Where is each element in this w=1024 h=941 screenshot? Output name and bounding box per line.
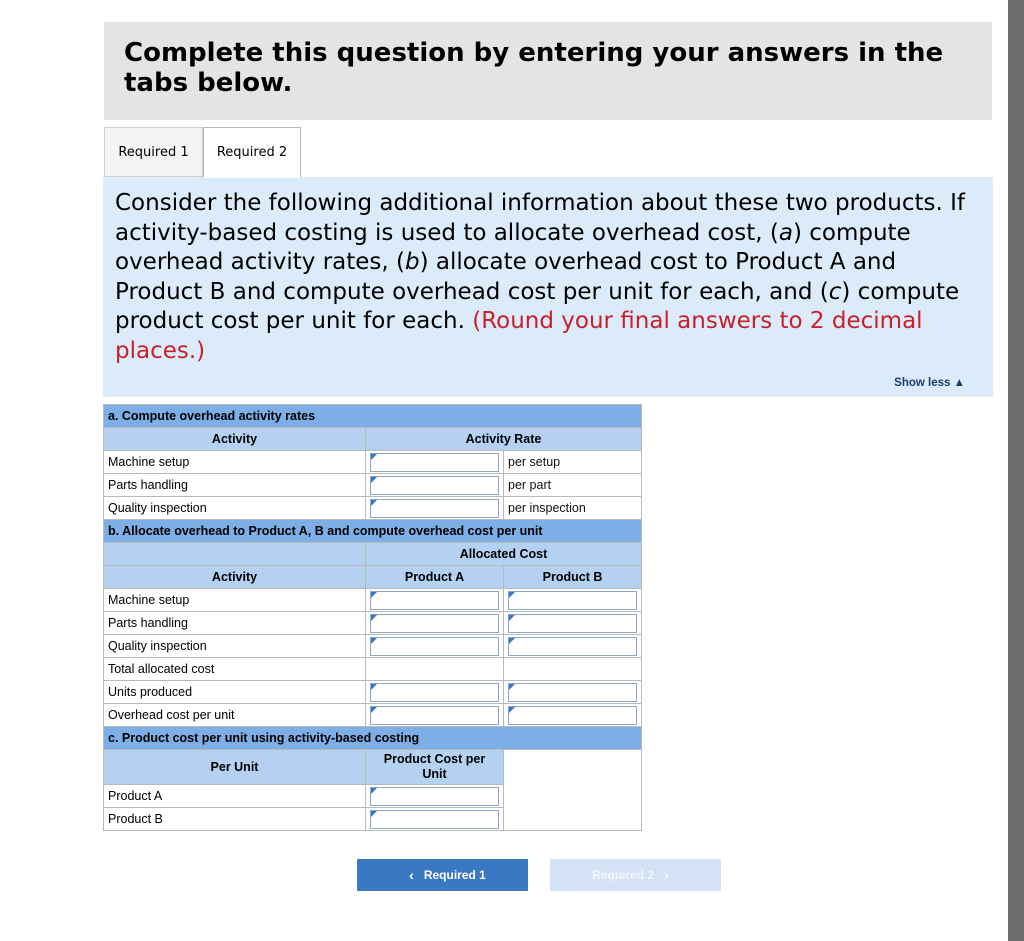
rate-parts-handling-input[interactable] [370, 476, 499, 495]
alloc-quality-inspection-a-input[interactable] [370, 637, 499, 656]
alloc-parts-handling-b-input[interactable] [508, 614, 637, 633]
table-row: Total allocated cost [104, 658, 642, 681]
table-row: Quality inspection per inspection [104, 497, 642, 520]
rate-machine-setup-input[interactable] [370, 453, 499, 472]
scrollbar-edge [1008, 0, 1024, 941]
table-row: Parts handling [104, 612, 642, 635]
table-row: Overhead cost per unit [104, 704, 642, 727]
overhead-per-unit-b-input[interactable] [508, 706, 637, 725]
col-header-per-unit: Per Unit [104, 750, 366, 785]
overhead-per-unit-a-input[interactable] [370, 706, 499, 725]
table-row: Machine setup per setup [104, 451, 642, 474]
prev-required-1-button[interactable]: ‹ Required 1 [357, 859, 528, 891]
table-row: Quality inspection [104, 635, 642, 658]
next-required-2-button[interactable]: Required 2 › [550, 859, 721, 891]
instruction-banner [104, 22, 992, 120]
table-row: Units produced [104, 681, 642, 704]
product-a-cost-input[interactable] [370, 787, 499, 806]
section-a-title: a. Compute overhead activity rates [104, 405, 642, 428]
rate-quality-inspection-input[interactable] [370, 499, 499, 518]
col-header-product-a: Product A [366, 566, 504, 589]
alloc-machine-setup-a-input[interactable] [370, 591, 499, 610]
units-produced-b-input[interactable] [508, 683, 637, 702]
col-header-activity-rate: Activity Rate [366, 428, 642, 451]
tab-required-1[interactable]: Required 1 [104, 127, 203, 177]
col-header-activity-b: Activity [104, 566, 366, 589]
table-row: Product A [104, 785, 642, 808]
instruction-text: Complete this question by entering your answers in the tabs below. [124, 38, 944, 98]
table-row: Machine setup [104, 589, 642, 612]
col-header-product-b: Product B [504, 566, 642, 589]
product-b-cost-input[interactable] [370, 810, 499, 829]
col-header-allocated-cost: Allocated Cost [366, 543, 642, 566]
chevron-right-icon: › [664, 867, 669, 883]
tab-required-2[interactable]: Required 2 [203, 127, 301, 178]
answer-table [103, 404, 642, 831]
total-allocated-a [366, 658, 504, 681]
alloc-parts-handling-a-input[interactable] [370, 614, 499, 633]
alloc-quality-inspection-b-input[interactable] [508, 637, 637, 656]
rounding-note: (Round your final answers to 2 decimal places.) [115, 308, 923, 364]
question-text: Consider the following additional information about these two products. If activity-based costing is used to allocate overhead cost, (a) compute overhead activity rates, (b) allocate overhead cost to Product A and Product B and compute overhead cost per unit for each, and (c) compute product cost per unit for each. (Round your final answers to 2 decimal places.) [115, 190, 965, 364]
alloc-machine-setup-b-input[interactable] [508, 591, 637, 610]
table-row: Parts handling per part [104, 474, 642, 497]
chevron-left-icon: ‹ [409, 867, 414, 883]
table-row: Product B [104, 808, 642, 831]
total-allocated-b [504, 658, 642, 681]
section-b-title: b. Allocate overhead to Product A, B and compute overhead cost per unit [104, 520, 642, 543]
section-c-title: c. Product cost per unit using activity-based costing [104, 727, 642, 750]
col-header-activity: Activity [104, 428, 366, 451]
col-header-product-cost: Product Cost per Unit [366, 750, 504, 785]
show-less-link[interactable]: Show less ▲ [894, 377, 965, 389]
triangle-up-icon: ▲ [953, 377, 965, 389]
question-panel [103, 177, 993, 397]
units-produced-a-input[interactable] [370, 683, 499, 702]
